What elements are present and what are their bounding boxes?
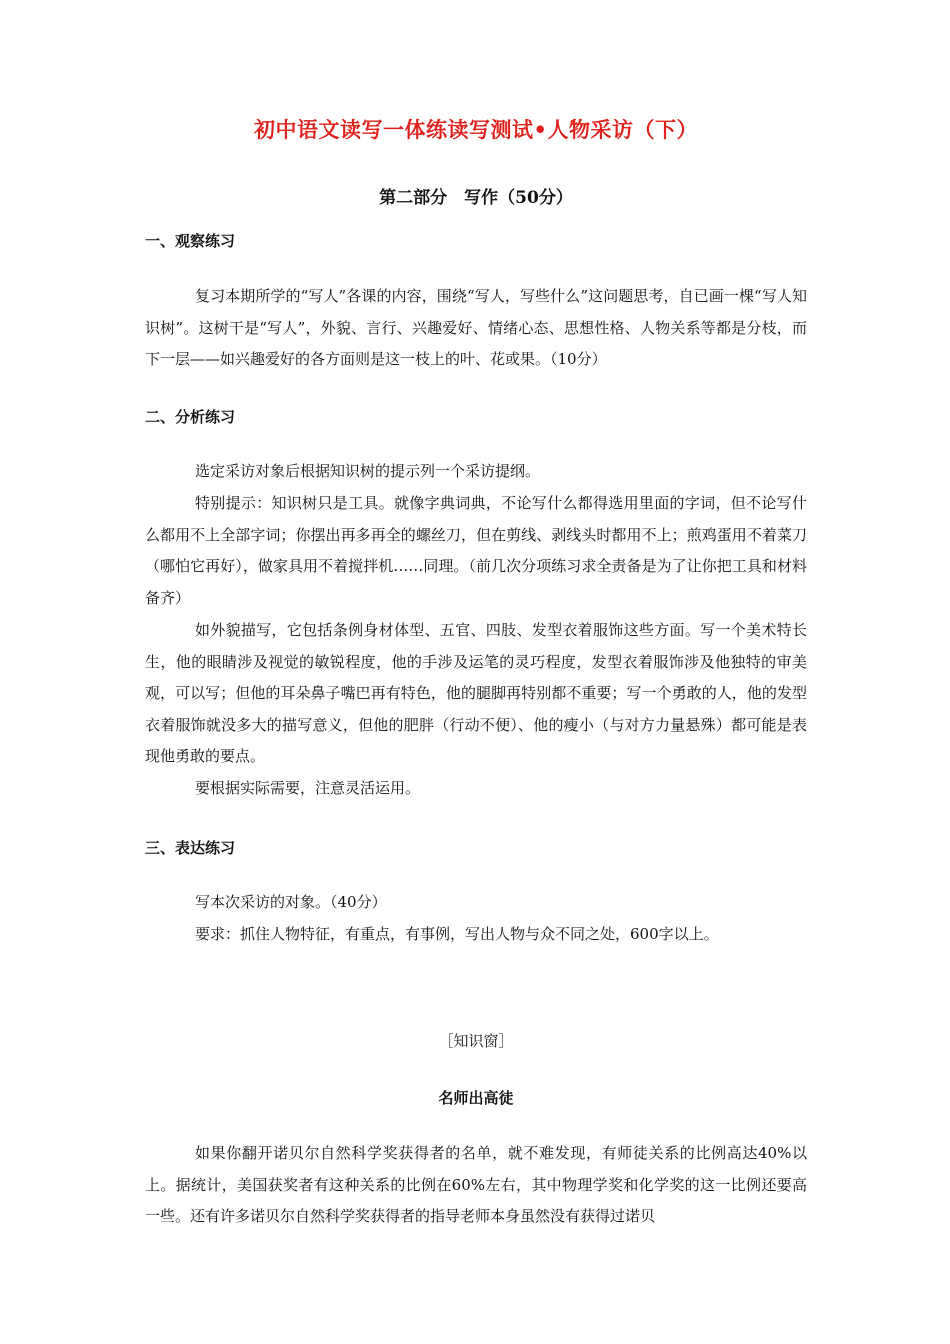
knowledge-subtitle: 名师出高徒 bbox=[438, 1089, 514, 1107]
paragraph-expression-task: 写本次采访的对象。（40分） bbox=[195, 893, 387, 911]
paragraph-analysis-example: 如外貌描写，它包括条例身材体型、五官、四肢、发型衣着服饰这些方面。写一个美术特长生，他的眼睛涉及视觉的敏锐程度，他的手涉及运笔的灵巧程度，发型衣着服饰涉及他独特的审美观，可以写；但他的耳朵鼻子嘴巴再有特色，他的腿脚再特别都不重要；写一个勇敢的人，他的发型衣着服饰就没多大的描写意义，但他的肥胖（行动不便）、他的瘦小（与对方力量悬殊）都可能是表现他勇敢的要点。 bbox=[145, 621, 807, 765]
section-heading-observation: 一、观察练习 bbox=[145, 232, 236, 250]
paragraph-analysis-intro: 选定采访对象后根据知识树的提示列一个采访提纲。 bbox=[195, 462, 541, 480]
section-heading-analysis: 二、分析练习 bbox=[145, 408, 236, 426]
paragraph-knowledge: 如果你翻开诺贝尔自然科学奖获得者的名单，就不难发现，有师徒关系的比例高达40%以上。据统计，美国获奖者有这种关系的比例在60%左右，其中物理学奖和化学奖的这一比例还要高一些。还有许多诺贝尔自然科学奖获得者的指导老师本身虽然没有获得过诺贝 bbox=[145, 1144, 807, 1225]
knowledge-window-label: ［知识窗］ bbox=[438, 1032, 514, 1050]
paragraph-analysis-tip: 特别提示：知识树只是工具。就像字典词典，不论写什么都得选用里面的字词，但不论写什么都用不上全部字词；你摆出再多再全的螺丝刀，但在剪线、剥线头时都用不上；煎鸡蛋用不着菜刀（哪怕它再好），做家具用不着搅拌机……同理。（前几次分项练习求全责备是为了让你把工具和材料备齐） bbox=[145, 494, 807, 607]
paragraph-expression-requirement: 要求：抓住人物特征，有重点，有事例，写出人物与众不同之处，600字以上。 bbox=[195, 925, 719, 943]
document-title: 初中语文读写一体练读写测试•人物采访（下） bbox=[254, 117, 698, 142]
part-title: 第二部分 写作（50分） bbox=[379, 188, 573, 208]
section-heading-expression: 三、表达练习 bbox=[145, 839, 236, 857]
paragraph-analysis-note: 要根据实际需要，注意灵活运用。 bbox=[195, 779, 421, 797]
paragraph-observation: 复习本期所学的“写人”各课的内容，围绕“写人，写些什么”这问题思考，自已画一棵“写人知识树”。这树干是“写人”，外貌、言行、兴趣爱好、情绪心态、思想性格、人物关系等都是分枝，而下一层——如兴趣爱好的各方面则是这一枝上的叶、花或果。（10分） bbox=[145, 287, 807, 368]
